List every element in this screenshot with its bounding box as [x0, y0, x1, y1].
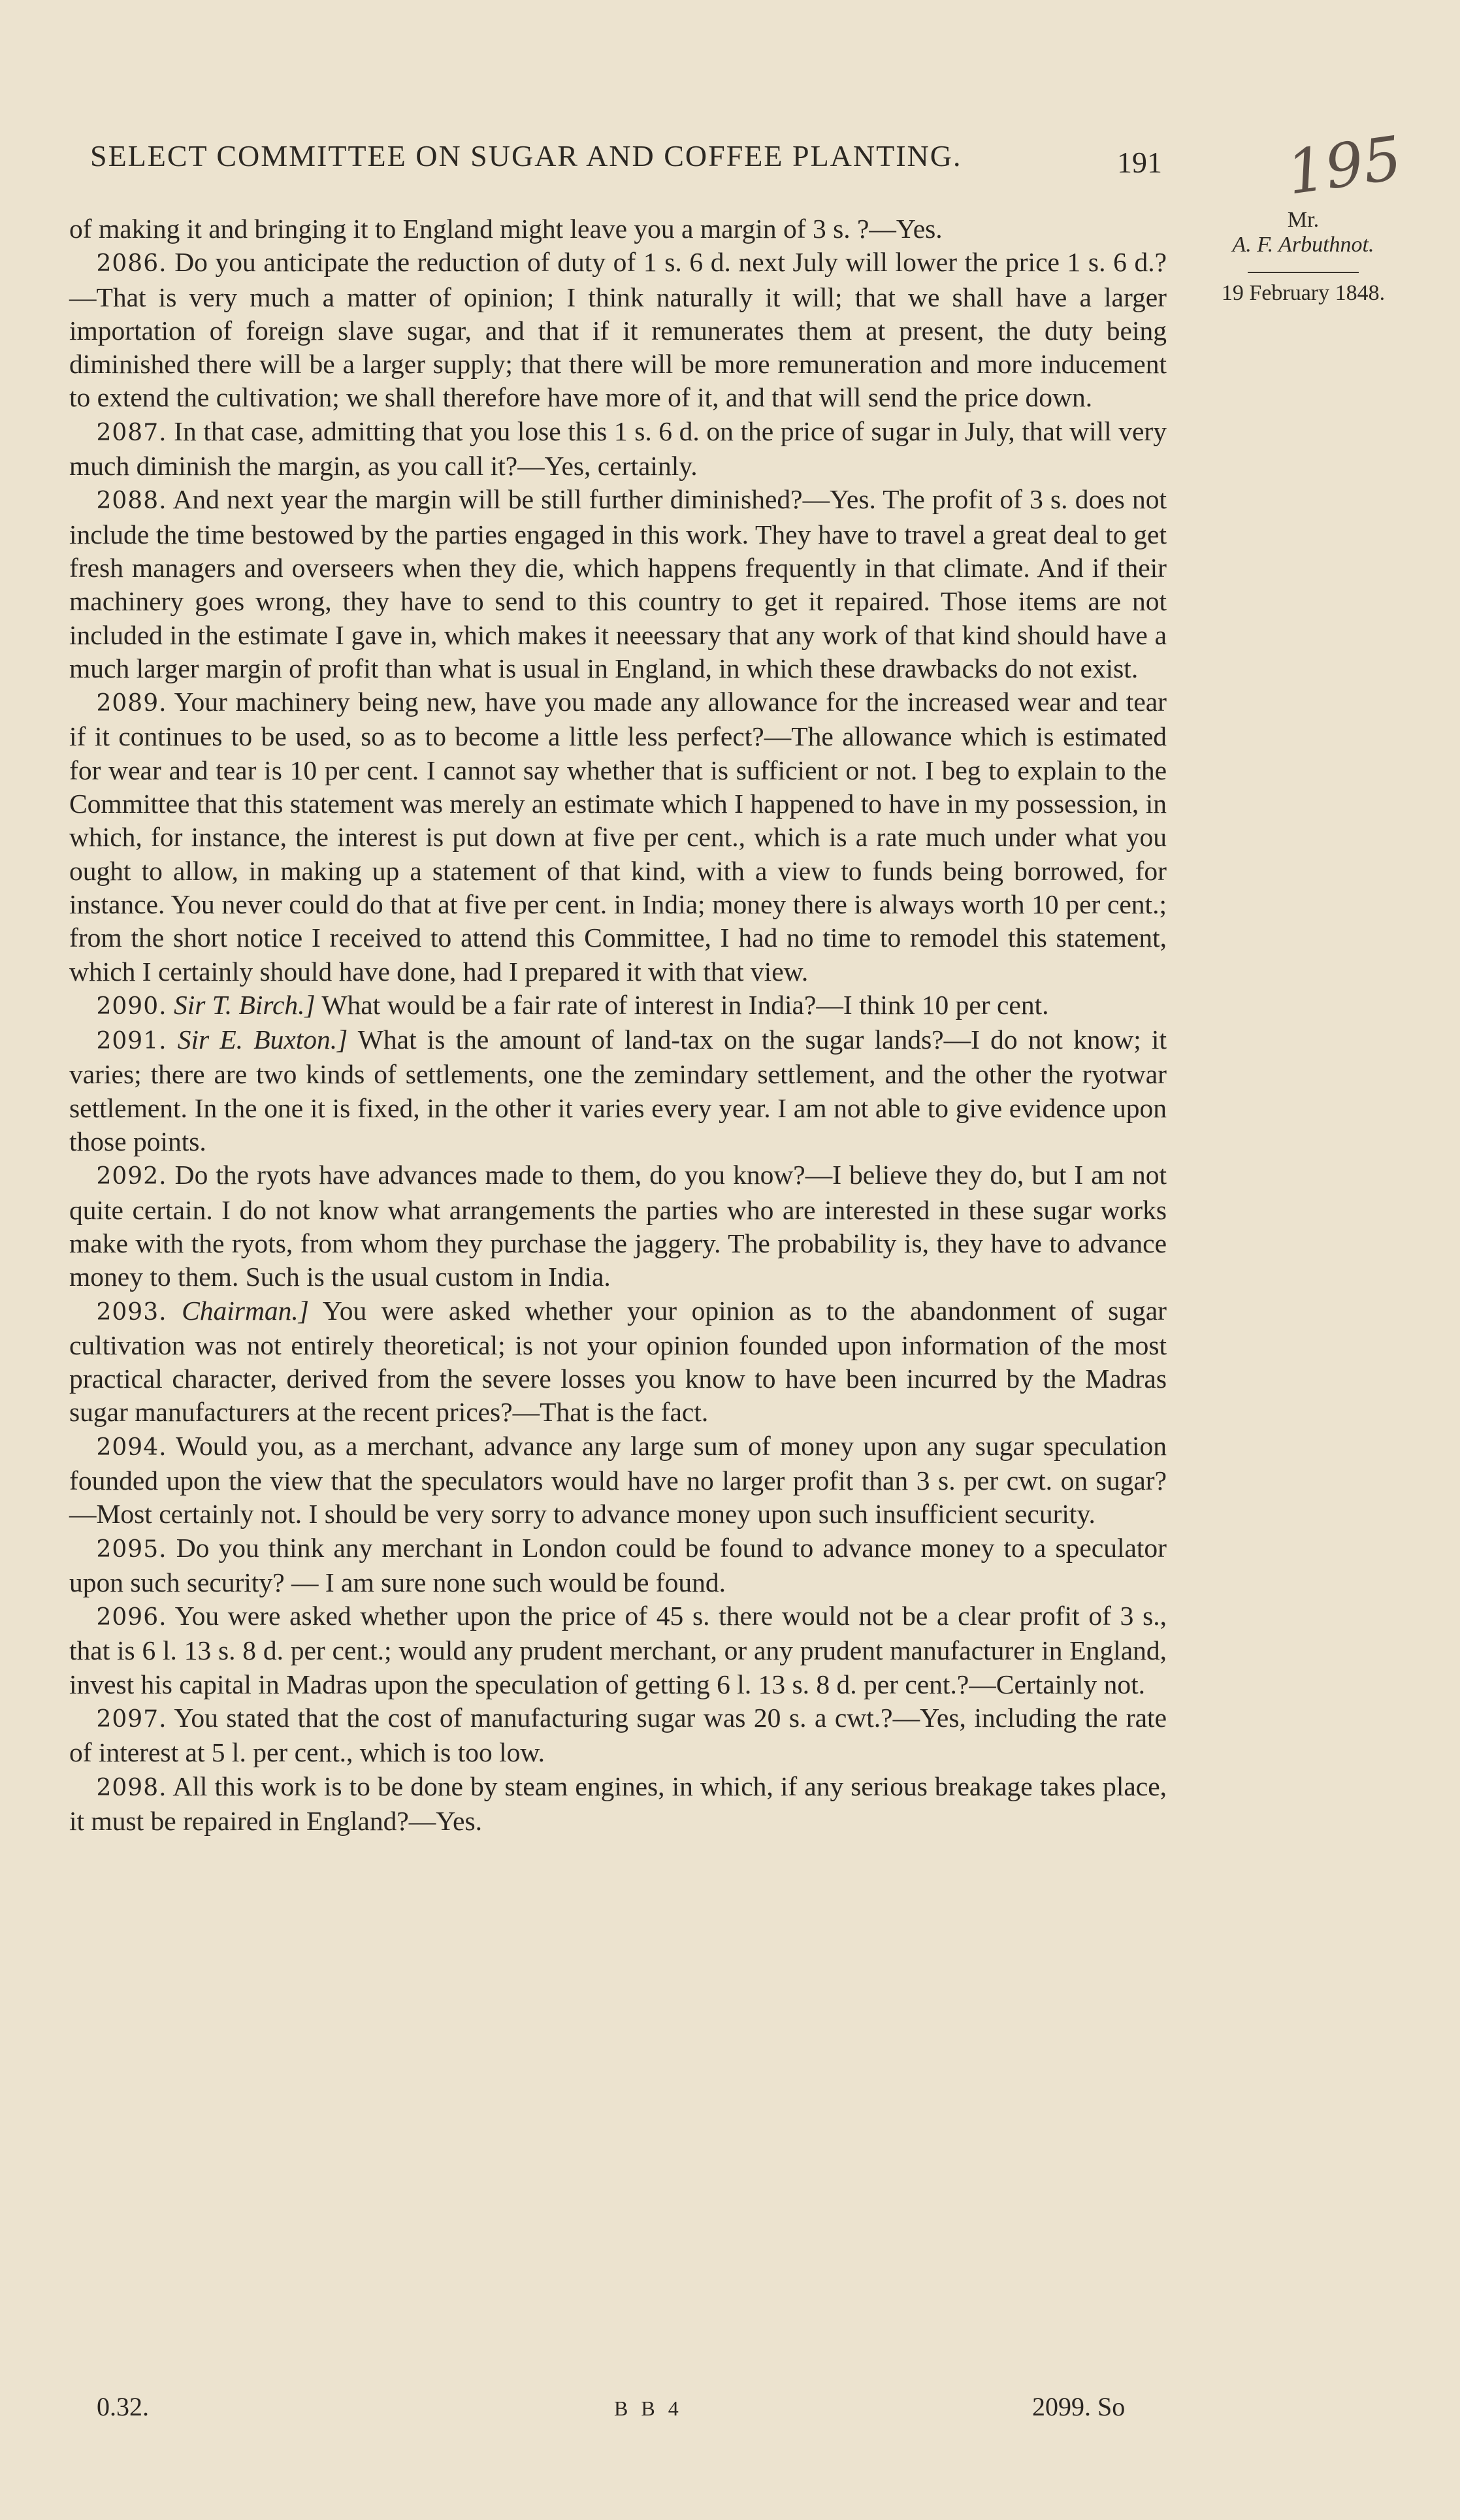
- paragraph: [69, 483, 1167, 685]
- question-number: 2094.: [96, 1433, 167, 1461]
- footer-sessional-number: 0.32.: [97, 2392, 149, 2421]
- paragraph-text: You were asked whether upon the price of 45 s. there would not be a clear profit of 3 s., that is 6 l. 13 s. 8 d. per cent.; would any prudent merchant, or any prudent manufacturer in England, invest his capital in Madras upon the speculation of getting 6 l. 13 s. 8 d. per cent.?—Certainly not.: [69, 1601, 1167, 1699]
- handwritten-folio-number: 195: [1282, 123, 1406, 208]
- paragraph: [69, 1770, 1167, 1839]
- question-number: 2091.: [96, 1028, 167, 1055]
- speaker: Chairman.]: [182, 1295, 309, 1326]
- paragraph-text: of making it and bringing it to England might leave you a margin of 3 s. ?—Yes.: [69, 214, 943, 244]
- question-number: 2095.: [96, 1535, 167, 1563]
- paragraph-text: In that case, admitting that you lose this 1 s. 6 d. on the price of sugar in July, that will very much diminish the margin, as you call it?—Yes, certainly.: [69, 416, 1167, 482]
- running-head: SELECT COMMITTEE ON SUGAR AND COFFEE PLANTING.: [90, 139, 962, 172]
- paragraph: [69, 246, 1167, 414]
- paragraph: [69, 1531, 1167, 1600]
- paragraph: [69, 1158, 1167, 1294]
- footer-catchword: 2099. So: [1032, 2392, 1126, 2421]
- question-number: 2088.: [96, 487, 167, 515]
- paragraph-text: Would you, as a merchant, advance any large sum of money upon any sugar speculation founded upon the view that the speculators would have no larger profit than 3 s. per cwt. on sugar?—Most certainly not. I should be very sorry to advance money upon such insufficient security.: [69, 1430, 1167, 1530]
- paragraph: [69, 1023, 1167, 1158]
- paragraph-text: You stated that the cost of manufacturing sugar was 20 s. a cwt.?—Yes, including the rate of interest at 5 l. per cent., which is too low.: [69, 1703, 1167, 1768]
- page-number: 191: [1117, 146, 1162, 179]
- witness-title: Mr.: [1287, 208, 1320, 232]
- testimony-date: 19 February 1848.: [1221, 281, 1386, 305]
- paragraph-text: Do the ryots have advances made to them, do you know?—I believe they do, but I am not quite certain. I do not know what arrangements the parties who are interested in these sugar works make with the ryots, from whom they purchase the jaggery. The probability is, they have to advance money to them. Such is the usual custom in India.: [69, 1160, 1167, 1292]
- question-number: 2092.: [96, 1163, 167, 1190]
- paragraph-text: Your machinery being new, have you made any allowance for the increased wear and tear if it continues to be used, so as to become a little less perfect?—The allowance which is estimated for wear and tear is 10 per cent. I cannot say whether that is sufficient or not. I beg to explain to the Committee that this statement was merely an estimate which I happened to have in my possession, in which, for instance, the interest is put down at five per cent., which is a rate much under what you ought to allow, in making up a statement of that kind, with a view to funds being borrowed, for instance. You never could do that at five per cent. in India; money there is always worth 10 per cent.; from the short notice I received to attend this Committee, I had no time to remodel this statement, which I certainly should have done, had I prepared it with that view.: [69, 687, 1167, 987]
- question-number: 2087.: [96, 419, 167, 446]
- paragraph-text: What would be a fair rate of interest in India?—I think 10 per cent.: [321, 989, 1049, 1020]
- paragraph: [69, 1294, 1167, 1430]
- margin-note: [1176, 208, 1431, 306]
- paragraph: [69, 1599, 1167, 1701]
- paragraph-text: What is the amount of land-tax on the sugar lands?—I do not know; it varies; there are two kinds of settlements, one the zemindary settlement, and the other the ryotwar settlement. In the one it is fixed, in the other it varies every year. I am not able to give evidence upon those points.: [69, 1024, 1167, 1157]
- question-number: 2098.: [96, 1774, 167, 1801]
- paragraph: [69, 212, 1167, 246]
- question-number: 2097.: [96, 1706, 167, 1733]
- paragraph-text: All this work is to be done by steam engines, in which, if any serious breakage takes place, it must be repaired in England?—Yes.: [69, 1771, 1167, 1836]
- question-number: 2096.: [96, 1604, 167, 1631]
- witness-name: A. F. Arbuthnot.: [1232, 233, 1374, 257]
- paragraph: [69, 1430, 1167, 1531]
- paragraph: [69, 1701, 1167, 1770]
- footer-signature-mark: B B 4: [614, 2397, 683, 2420]
- paragraph: [69, 989, 1167, 1023]
- speaker: Sir E. Buxton.]: [177, 1024, 348, 1055]
- paragraph-text: You were asked whether your opinion as to the abandonment of sugar cultivation was not entirely theoretical; is not your opinion founded upon information of the most practical character, derived from the severe losses you know to have been incurred by the Madras sugar manufacturers at the recent prices?—That is the fact.: [69, 1295, 1167, 1428]
- question-number: 2093.: [96, 1298, 167, 1326]
- paragraph: [69, 415, 1167, 483]
- margin-rule: [1248, 272, 1359, 273]
- question-number: 2090.: [96, 992, 167, 1020]
- question-number: 2089.: [96, 690, 167, 717]
- question-number: 2086.: [96, 250, 167, 278]
- testimony-body: [69, 212, 1167, 1838]
- paragraph-text: Do you think any merchant in London could be found to advance money to a speculator upon such security? — I am sure none such would be found.: [69, 1532, 1167, 1597]
- speaker: Sir T. Birch.]: [173, 989, 316, 1020]
- paragraph-text: And next year the margin will be still further diminished?—Yes. The profit of 3 s. does not include the time bestowed by the parties engaged in this work. They have to travel a great deal to get fresh managers and overseers when they die, which happens frequently in that climate. And if their machinery goes wrong, they have to send to this country to get it repaired. Those items are not included in the estimate I gave in, which makes it neeessary that any work of that kind should have a much larger margin of profit than what is usual in England, in which these drawbacks do not exist.: [69, 484, 1167, 683]
- paragraph-text: Do you anticipate the reduction of duty of 1 s. 6 d. next July will lower the price 1 s. 6 d.?—That is very much a matter of opinion; I think naturally it will; that we shall have a larger importation of foreign slave sugar, and that if it remunerates them at present, the duty being diminished there will be a larger supply; that there will be more remuneration and more inducement to extend the cultivation; we shall therefore have more of it, and that will send the price down.: [69, 247, 1167, 413]
- paragraph: [69, 685, 1167, 989]
